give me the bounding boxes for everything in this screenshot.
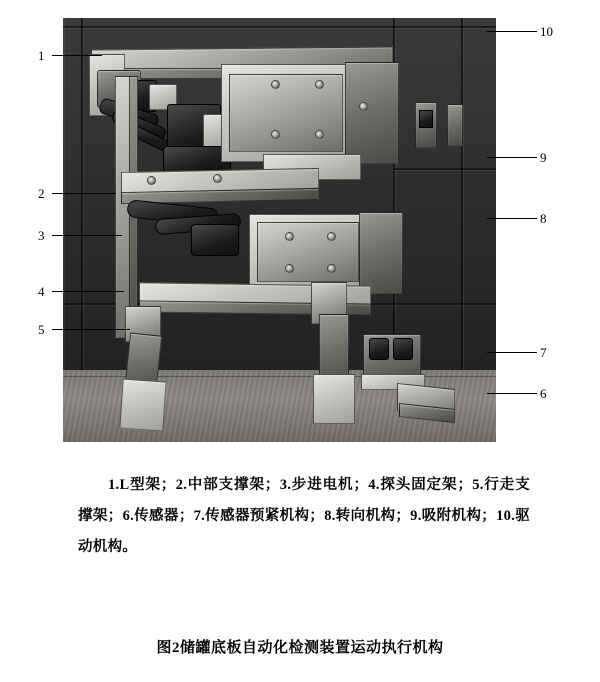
- wall-fixture-inner: [419, 110, 433, 128]
- bolt: [213, 174, 222, 183]
- callout-leader-9: [487, 157, 537, 158]
- bolt: [285, 232, 294, 241]
- callout-number-5: 5: [38, 322, 45, 337]
- legend-text: 1.L型架；2.中部支撑架；3.步进电机；4.探头固定架；5.行走支撑架；6.传感器；7.传感器预紧机构；8.转向机构；9.吸附机构；10.驱动机构。: [78, 477, 530, 555]
- callout-leader-8: [487, 218, 537, 219]
- bolt: [327, 232, 336, 241]
- figure-photograph: [63, 18, 496, 442]
- upper-plate-inner: [229, 74, 343, 152]
- callout-number-6: 6: [540, 386, 547, 401]
- callout-number-2: 2: [38, 186, 45, 201]
- panel-seam: [63, 26, 496, 28]
- right-support-foot: [313, 374, 355, 424]
- upper-right-bracket: [345, 62, 399, 164]
- pretension-knob: [393, 338, 413, 360]
- callout-number-10: 10: [540, 24, 553, 39]
- callout-leader-2: [52, 193, 116, 194]
- bolt: [359, 102, 368, 111]
- callout-leader-4: [52, 291, 124, 292]
- callout-number-9: 9: [540, 150, 547, 165]
- callout-number-1: 1: [38, 48, 45, 63]
- callout-leader-5: [52, 329, 130, 330]
- bolt: [327, 264, 336, 273]
- bolt: [147, 176, 156, 185]
- callout-leader-10: [487, 31, 537, 32]
- pretension-knob: [369, 338, 389, 360]
- figure-legend: [78, 470, 530, 563]
- callout-leader-1: [52, 55, 102, 56]
- wall-fixture: [447, 104, 463, 146]
- lower-right-bracket: [359, 212, 403, 294]
- bolt: [285, 264, 294, 273]
- bolt: [271, 130, 280, 139]
- walking-support-foot: [119, 379, 166, 432]
- callout-number-4: 4: [38, 284, 45, 299]
- callout-leader-6: [487, 393, 537, 394]
- bolt: [271, 80, 280, 89]
- control-box: [191, 224, 239, 256]
- panel-seam: [393, 168, 496, 170]
- callout-number-7: 7: [540, 345, 547, 360]
- figure-caption: 图2储罐底板自动化检测装置运动执行机构: [156, 640, 444, 656]
- lower-plate-inner: [257, 222, 359, 282]
- callout-number-8: 8: [540, 211, 547, 226]
- callout-number-3: 3: [38, 228, 45, 243]
- bolt: [315, 80, 324, 89]
- callout-leader-7: [487, 352, 537, 353]
- bolt: [315, 130, 324, 139]
- callout-leader-3: [52, 235, 122, 236]
